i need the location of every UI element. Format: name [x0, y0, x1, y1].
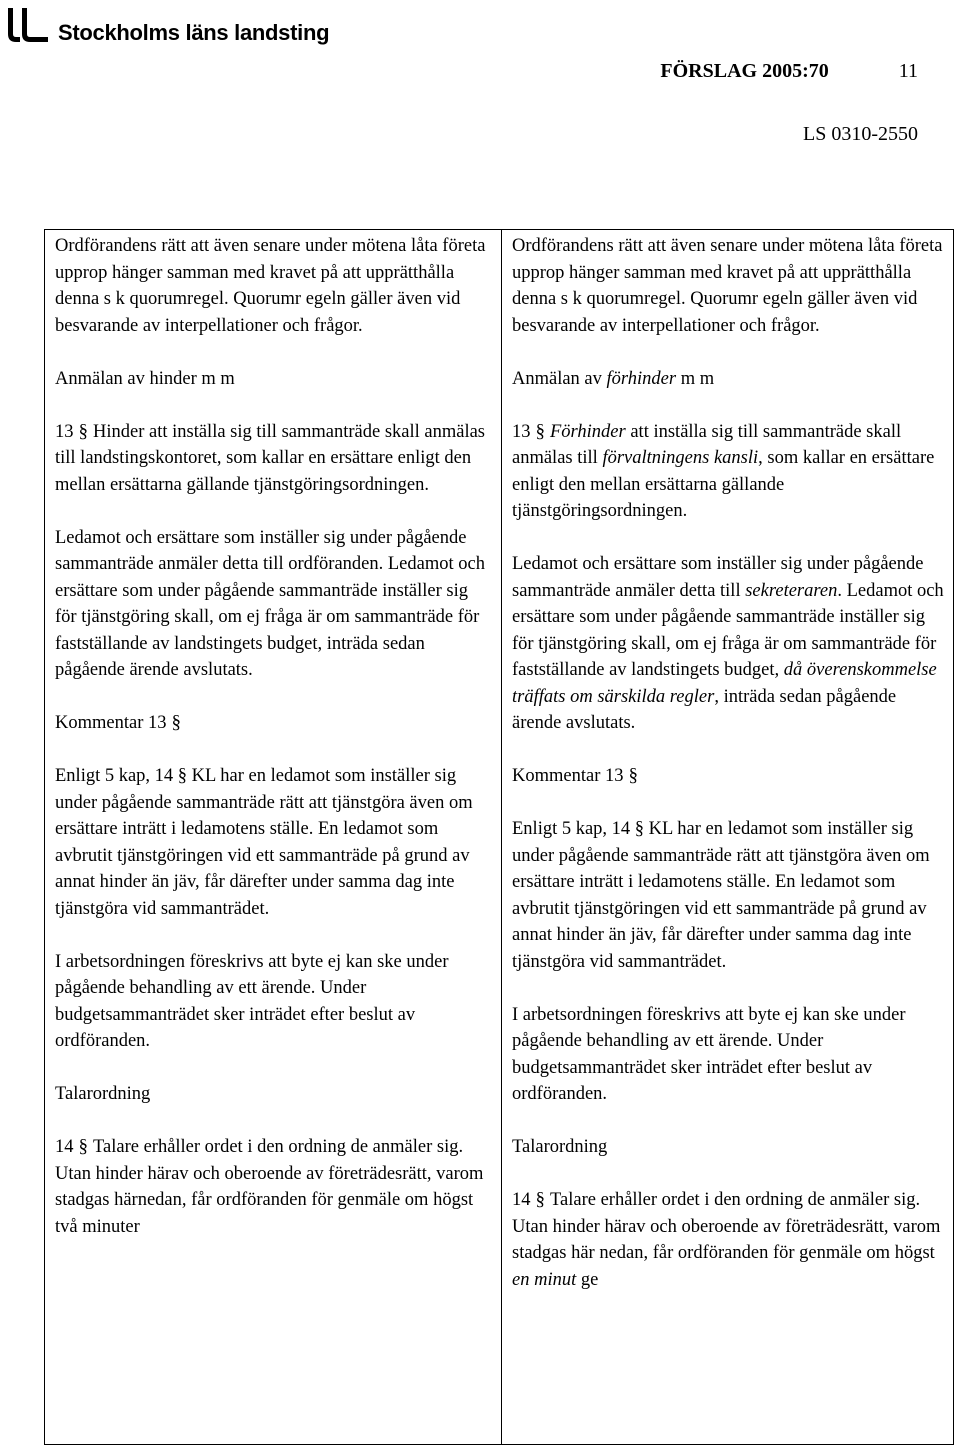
- paragraph-arbetsordningen: I arbetsordningen föreskrivs att byte ej kan ske under pågående behandling av ett ärende. Under budgetsammanträdet sker inträdet efter beslut av ordföranden.: [55, 951, 449, 1051]
- paragraph-14: [55, 1134, 493, 1240]
- heading-talarordning: Talarordning: [55, 1084, 151, 1104]
- comment-label: Kommentar 13 §: [512, 763, 945, 790]
- proposed-text-column: [502, 230, 953, 1444]
- organization-logo: [4, 4, 329, 48]
- paragraph-ledamot: Ledamot och ersättare som inställer sig under pågående sammanträde anmäler detta till sekreteraren. Ledamot och ersättare som under pågående sammanträde inställer sig för tjänstgöring skall, om ej fråga är om sammanträde för fastställande av landstingets budget, då överenskommelse träffats om särskilda regler, inträda sedan pågående ärende avslutats.: [512, 554, 944, 733]
- heading-anmalan: Anmälan av förhinder m m: [512, 368, 715, 389]
- logo-text: Stockholms läns landsting: [58, 20, 330, 45]
- heading-talarordning: Talarordning: [512, 1137, 608, 1157]
- paragraph-ledamot: Ledamot och ersättare som inställer sig under pågående sammanträde anmäler detta till ordföranden. Ledamot och ersättare som under pågående sammanträde inställer sig för tjänstgöring skall, om ej fråga är om sammanträde för fastställande av landstingets budget, inträda sedan pågående ärende avslutats.: [55, 527, 485, 680]
- document-title: FÖRSLAG 2005:70: [660, 60, 829, 82]
- section-sign-icon: §: [78, 420, 88, 442]
- paragraph-13: [55, 419, 493, 499]
- paragraph-quorum: Ordförandens rätt att även senare under mötena låta företa upprop hänger samman med kravet på att upprätthålla denna s k quorumregel. Quorumr egeln gäller även vid besvarande av interpellationer och frågor.: [55, 236, 486, 336]
- landsting-logo-icon: [4, 6, 50, 46]
- section-sign-icon: §: [535, 420, 545, 442]
- section-number: 14: [512, 1190, 531, 1210]
- current-text-column: [45, 230, 502, 1444]
- section-number: 13: [55, 421, 74, 442]
- paragraph-quorum: Ordförandens rätt att även senare under mötena låta företa upprop hänger samman med kravet på att upprätthålla denna s k quorumregel. Quorumr egeln gäller även vid besvarande av interpellationer och frågor.: [512, 236, 943, 336]
- page-number: 11: [898, 60, 918, 82]
- section-number: 14: [55, 1137, 74, 1157]
- paragraph-13: 13 § Förhinder att inställa sig till sammanträde skall anmälas till förvaltningens kansli, som kallar en ersättare enligt den mellan ersättarna gällande tjänstgöringsordningen.: [512, 420, 935, 521]
- paragraph-14-text: Talare erhåller ordet i den ordning de anmäler sig. Utan hinder härav och oberoende av företrädesrätt, varom stadgas härnedan, får ordföranden för genmäle om högst två minuter: [55, 1137, 484, 1237]
- paragraph-enligt: Enligt 5 kap, 14 § KL har en ledamot som inställer sig under pågående sammanträde rätt att tjänstgöra även om ersättare inträtt i ledamotens ställe. En ledamot som avbrutit tjänstgöringen vid ett sammanträde på grund av annat hinder än jäv, får därefter under samma dag inte tjänstgöra vid sammanträdet.: [55, 766, 473, 919]
- section-sign-icon: §: [171, 712, 181, 733]
- heading-anmalan: Anmälan av hinder m m: [55, 368, 235, 389]
- paragraph-14: 14 § Talare erhåller ordet i den ordning de anmäler sig. Utan hinder härav och oberoende av företrädesrätt, varom stadgas här nedan, får ordföranden för genmäle om högst en minut ge: [512, 1189, 941, 1290]
- section-sign-icon: §: [535, 1189, 545, 1210]
- section-sign-icon: §: [628, 765, 638, 786]
- paragraph-enligt: Enligt 5 kap, 14 § KL har en ledamot som inställer sig under pågående sammanträde rätt att tjänstgöra även om ersättare inträtt i ledamotens ställe. En ledamot som avbrutit tjänstgöringen vid ett sammanträde på grund av annat hinder än jäv, får därefter under samma dag inte tjänstgöra vid sammanträdet.: [512, 819, 930, 972]
- paragraph-arbetsordningen: I arbetsordningen föreskrivs att byte ej kan ske under pågående behandling av ett ärende. Under budgetsammanträdet sker inträdet efter beslut av ordföranden.: [512, 1004, 906, 1104]
- section-sign-icon: §: [78, 1136, 88, 1157]
- comparison-table: [44, 229, 954, 1445]
- paragraph-13-text: Hinder att inställa sig till sammanträde skall anmälas till landstingskontoret, som kallar en ersättare enligt den mellan ersättarna gällande tjänstgöringsordningen.: [55, 421, 485, 495]
- document-header: [660, 60, 918, 146]
- document-reference: LS 0310-2550: [803, 123, 918, 145]
- section-number: 13: [512, 421, 531, 442]
- comment-label: Kommentar 13 §: [55, 710, 493, 737]
